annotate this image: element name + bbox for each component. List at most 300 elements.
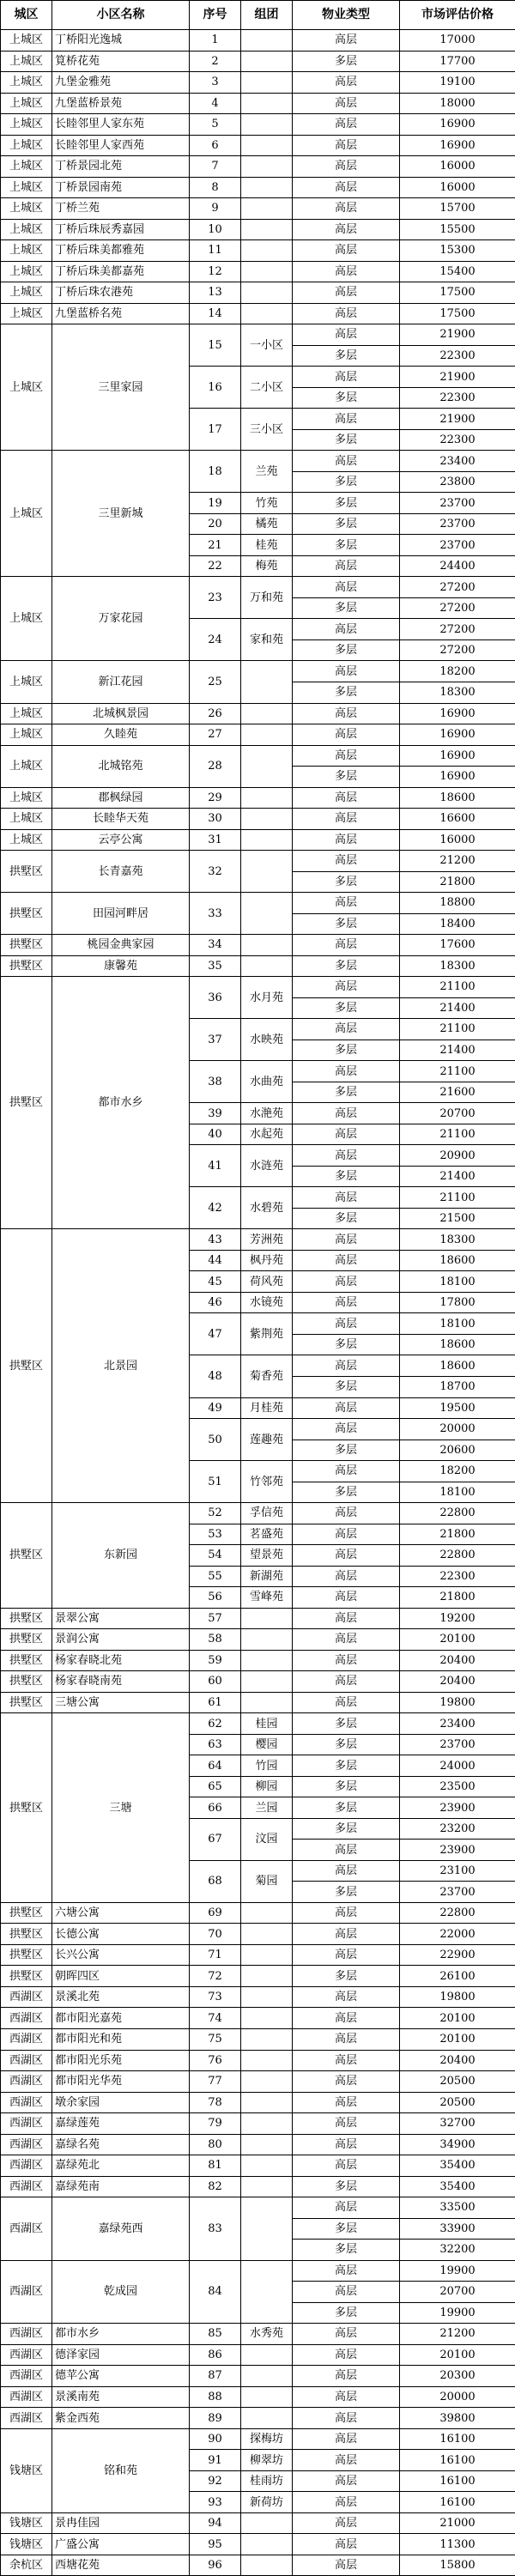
serial-number-cell: 75 — [190, 2028, 241, 2050]
property-type-cell: 高层 — [293, 2008, 400, 2029]
district-cell: 上城区 — [1, 261, 52, 282]
community-name-cell: 田园河畔居 — [52, 893, 190, 935]
serial-number-cell: 27 — [190, 724, 241, 746]
market-price-cell: 32200 — [400, 2240, 515, 2261]
serial-number-cell: 8 — [190, 177, 241, 198]
serial-number-cell: 49 — [190, 1397, 241, 1419]
cluster-cell: 樱园 — [241, 1734, 293, 1755]
community-name-cell: 杨家春晓南苑 — [52, 1671, 190, 1693]
property-type-cell: 高层 — [293, 303, 400, 324]
market-price-cell: 15700 — [400, 198, 515, 220]
cluster-cell: 望景苑 — [241, 1545, 293, 1567]
cluster-cell — [241, 72, 293, 94]
header-market-price: 市场评估价格 — [400, 1, 515, 30]
cluster-cell — [241, 809, 293, 830]
serial-number-cell: 69 — [190, 1902, 241, 1924]
property-type-cell: 高层 — [293, 1671, 400, 1693]
property-type-cell: 高层 — [293, 72, 400, 94]
serial-number-cell: 26 — [190, 703, 241, 724]
property-type-cell: 多层 — [293, 2302, 400, 2324]
market-price-cell: 21800 — [400, 871, 515, 893]
property-type-cell: 多层 — [293, 682, 400, 703]
district-cell: 拱墅区 — [1, 1692, 52, 1713]
table-row — [1, 303, 515, 324]
community-name-cell: 嘉绿名苑 — [52, 2134, 190, 2155]
market-price-cell: 17600 — [400, 935, 515, 956]
district-cell: 拱墅区 — [1, 1629, 52, 1651]
market-price-cell: 32700 — [400, 2113, 515, 2135]
district-cell: 拱墅区 — [1, 1229, 52, 1503]
market-price-cell: 15800 — [400, 2555, 515, 2576]
property-type-cell: 高层 — [293, 2113, 400, 2135]
cluster-cell: 三小区 — [241, 409, 293, 451]
property-type-cell: 高层 — [293, 1924, 400, 1945]
district-cell: 拱墅区 — [1, 1608, 52, 1629]
community-name-cell: 广盛公寓 — [52, 2534, 190, 2555]
market-price-cell: 21000 — [400, 2512, 515, 2534]
cluster-cell: 孚信苑 — [241, 1503, 293, 1524]
district-cell: 钱塘区 — [1, 2534, 52, 2555]
market-price-cell: 20700 — [400, 1103, 515, 1124]
cluster-cell — [241, 2028, 293, 2050]
market-price-cell: 15500 — [400, 219, 515, 240]
property-type-cell: 高层 — [293, 114, 400, 136]
cluster-cell — [241, 177, 293, 198]
market-price-cell: 21100 — [400, 1187, 515, 1209]
community-name-cell: 九堡蓝桥景苑 — [52, 93, 190, 114]
table-row — [1, 2008, 515, 2029]
property-type-cell: 高层 — [293, 745, 400, 767]
property-type-cell: 高层 — [293, 261, 400, 282]
property-type-cell: 高层 — [293, 977, 400, 998]
community-name-cell: 杨家春晓北苑 — [52, 1650, 190, 1671]
market-price-cell: 20100 — [400, 1629, 515, 1651]
table-row — [1, 2155, 515, 2177]
market-price-cell: 33500 — [400, 2197, 515, 2219]
market-price-cell: 39800 — [400, 2408, 515, 2429]
serial-number-cell: 37 — [190, 1019, 241, 1061]
property-type-cell: 高层 — [293, 1292, 400, 1313]
property-type-cell: 高层 — [293, 1355, 400, 1377]
district-cell: 西湖区 — [1, 2386, 52, 2408]
serial-number-cell: 74 — [190, 2008, 241, 2029]
cluster-cell — [241, 1944, 293, 1966]
market-price-cell: 21400 — [400, 1166, 515, 1187]
market-price-cell: 24000 — [400, 1755, 515, 1777]
serial-number-cell: 3 — [190, 72, 241, 94]
market-price-cell: 19800 — [400, 1692, 515, 1713]
property-type-cell: 高层 — [293, 2282, 400, 2303]
market-price-cell: 16100 — [400, 2492, 515, 2513]
serial-number-cell: 89 — [190, 2408, 241, 2429]
property-type-cell: 多层 — [293, 871, 400, 893]
property-type-cell: 高层 — [293, 851, 400, 872]
serial-number-cell: 14 — [190, 303, 241, 324]
table-row — [1, 1608, 515, 1629]
serial-number-cell: 13 — [190, 282, 241, 304]
cluster-cell — [241, 303, 293, 324]
cluster-cell — [241, 93, 293, 114]
community-name-cell: 三里新城 — [52, 451, 190, 577]
serial-number-cell: 29 — [190, 787, 241, 809]
serial-number-cell: 36 — [190, 977, 241, 1019]
property-type-cell: 高层 — [293, 1145, 400, 1167]
property-type-cell: 高层 — [293, 93, 400, 114]
property-type-cell: 高层 — [293, 935, 400, 956]
property-type-cell: 多层 — [293, 1082, 400, 1103]
district-cell: 西湖区 — [1, 2344, 52, 2366]
property-type-cell: 高层 — [293, 1503, 400, 1524]
table-row — [1, 2134, 515, 2155]
cluster-cell — [241, 2071, 293, 2093]
community-name-cell: 都市阳光嘉苑 — [52, 2008, 190, 2029]
market-price-cell: 22800 — [400, 1503, 515, 1524]
property-type-cell: 高层 — [293, 1124, 400, 1145]
market-price-cell: 16900 — [400, 135, 515, 156]
market-price-cell: 18100 — [400, 1482, 515, 1503]
market-price-cell: 23900 — [400, 1797, 515, 1819]
serial-number-cell: 31 — [190, 829, 241, 851]
property-type-cell: 高层 — [293, 219, 400, 240]
market-price-cell: 23700 — [400, 513, 515, 535]
serial-number-cell: 91 — [190, 2450, 241, 2471]
community-name-cell: 郡枫绿园 — [52, 787, 190, 809]
market-price-cell: 20100 — [400, 2028, 515, 2050]
cluster-cell: 水碧苑 — [241, 1187, 293, 1229]
market-price-cell: 16900 — [400, 114, 515, 136]
cluster-cell — [241, 2386, 293, 2408]
property-type-cell: 高层 — [293, 1461, 400, 1482]
community-name-cell: 桃园金典家园 — [52, 935, 190, 956]
property-type-cell: 高层 — [293, 703, 400, 724]
cluster-cell — [241, 2176, 293, 2197]
serial-number-cell: 68 — [190, 1860, 241, 1902]
market-price-cell: 18300 — [400, 955, 515, 977]
property-type-cell: 高层 — [293, 2071, 400, 2093]
community-name-cell: 长青嘉苑 — [52, 851, 190, 893]
serial-number-cell: 6 — [190, 135, 241, 156]
community-name-cell: 新江花园 — [52, 661, 190, 703]
district-cell: 上城区 — [1, 72, 52, 94]
cluster-cell — [241, 893, 293, 935]
district-cell: 上城区 — [1, 135, 52, 156]
property-type-cell: 高层 — [293, 2386, 400, 2408]
district-cell: 上城区 — [1, 177, 52, 198]
serial-number-cell: 48 — [190, 1355, 241, 1397]
serial-number-cell: 62 — [190, 1713, 241, 1735]
serial-number-cell: 81 — [190, 2155, 241, 2177]
property-type-cell: 高层 — [293, 156, 400, 178]
table-row — [1, 72, 515, 94]
market-price-cell: 16000 — [400, 829, 515, 851]
community-name-cell: 嘉绿苑南 — [52, 2176, 190, 2197]
serial-number-cell: 45 — [190, 1271, 241, 1293]
community-name-cell: 丁桥景园北苑 — [52, 156, 190, 178]
district-cell: 上城区 — [1, 93, 52, 114]
serial-number-cell: 42 — [190, 1187, 241, 1229]
serial-number-cell: 28 — [190, 745, 241, 787]
serial-number-cell: 33 — [190, 893, 241, 935]
serial-number-cell: 71 — [190, 1944, 241, 1966]
cluster-cell: 桂雨坊 — [241, 2470, 293, 2492]
cluster-cell — [241, 955, 293, 977]
community-name-cell: 三里家园 — [52, 324, 190, 451]
market-price-cell: 27200 — [400, 597, 515, 619]
property-type-cell: 高层 — [293, 177, 400, 198]
cluster-cell — [241, 2197, 293, 2261]
property-type-cell: 高层 — [293, 135, 400, 156]
district-cell: 拱墅区 — [1, 851, 52, 893]
property-type-cell: 高层 — [293, 1545, 400, 1567]
table-row — [1, 809, 515, 830]
market-price-cell: 22800 — [400, 1545, 515, 1567]
cluster-cell — [241, 2344, 293, 2366]
property-type-cell: 高层 — [293, 1566, 400, 1587]
table-row — [1, 1629, 515, 1651]
market-price-cell: 23500 — [400, 1776, 515, 1797]
property-type-cell: 高层 — [293, 2492, 400, 2513]
market-price-cell: 33900 — [400, 2218, 515, 2240]
district-cell: 上城区 — [1, 745, 52, 787]
table-row — [1, 2386, 515, 2408]
cluster-cell — [241, 935, 293, 956]
community-name-cell: 北城枫景园 — [52, 703, 190, 724]
district-cell: 余杭区 — [1, 2555, 52, 2576]
cluster-cell: 竹邻苑 — [241, 1461, 293, 1503]
property-type-cell: 多层 — [293, 51, 400, 72]
market-price-cell: 17700 — [400, 51, 515, 72]
community-name-cell: 嘉绿苑北 — [52, 2155, 190, 2177]
cluster-cell: 万和苑 — [241, 577, 293, 619]
cluster-cell — [241, 156, 293, 178]
property-type-cell: 高层 — [293, 282, 400, 304]
table-row — [1, 114, 515, 136]
serial-number-cell: 53 — [190, 1524, 241, 1545]
table-row — [1, 156, 515, 178]
table-row — [1, 2324, 515, 2345]
property-type-cell: 高层 — [293, 1061, 400, 1082]
header-row — [1, 1, 515, 30]
community-name-cell: 长兴公寓 — [52, 1944, 190, 1966]
property-type-cell: 高层 — [293, 1902, 400, 1924]
market-price-cell: 18100 — [400, 1271, 515, 1293]
cluster-cell: 水起苑 — [241, 1124, 293, 1145]
community-name-cell: 筧桥花苑 — [52, 51, 190, 72]
serial-number-cell: 80 — [190, 2134, 241, 2155]
serial-number-cell: 66 — [190, 1797, 241, 1819]
serial-number-cell: 58 — [190, 1629, 241, 1651]
cluster-cell — [241, 135, 293, 156]
table-row — [1, 2197, 515, 2219]
property-type-cell: 高层 — [293, 1397, 400, 1419]
property-type-cell: 高层 — [293, 2450, 400, 2471]
property-type-cell: 高层 — [293, 2134, 400, 2155]
market-price-cell: 17500 — [400, 303, 515, 324]
district-cell: 西湖区 — [1, 2176, 52, 2197]
serial-number-cell: 84 — [190, 2260, 241, 2324]
serial-number-cell: 63 — [190, 1734, 241, 1755]
cluster-cell — [241, 2092, 293, 2113]
serial-number-cell: 25 — [190, 661, 241, 703]
property-type-cell: 高层 — [293, 2534, 400, 2555]
table-row — [1, 829, 515, 851]
district-cell: 拱墅区 — [1, 893, 52, 935]
table-row — [1, 51, 515, 72]
community-name-cell: 德苹公寓 — [52, 2366, 190, 2387]
cluster-cell: 水曲苑 — [241, 1061, 293, 1103]
market-price-cell: 18000 — [400, 93, 515, 114]
market-price-cell: 23400 — [400, 451, 515, 472]
market-price-cell: 20500 — [400, 2092, 515, 2113]
table-row — [1, 240, 515, 262]
market-price-cell: 22300 — [400, 429, 515, 451]
cluster-cell: 柳园 — [241, 1776, 293, 1797]
market-price-cell: 23400 — [400, 1713, 515, 1735]
market-price-cell: 20400 — [400, 1650, 515, 1671]
community-name-cell: 丁桥景园南苑 — [52, 177, 190, 198]
property-type-cell: 高层 — [293, 2050, 400, 2071]
market-price-cell: 22900 — [400, 1944, 515, 1966]
table-row — [1, 2113, 515, 2135]
cluster-cell: 芳洲苑 — [241, 1229, 293, 1251]
property-type-cell: 高层 — [293, 1986, 400, 2008]
serial-number-cell: 16 — [190, 367, 241, 409]
cluster-cell: 紫荆苑 — [241, 1313, 293, 1355]
cluster-cell: 二小区 — [241, 367, 293, 409]
cluster-cell — [241, 1986, 293, 2008]
property-type-cell: 多层 — [293, 1482, 400, 1503]
community-name-cell: 景翠公寓 — [52, 1608, 190, 1629]
property-type-cell: 高层 — [293, 829, 400, 851]
table-row — [1, 2176, 515, 2197]
cluster-cell — [241, 1692, 293, 1713]
serial-number-cell: 39 — [190, 1103, 241, 1124]
market-price-cell: 21800 — [400, 1587, 515, 1609]
market-price-cell: 27200 — [400, 577, 515, 598]
district-cell: 拱墅区 — [1, 1671, 52, 1693]
cluster-cell — [241, 661, 293, 703]
market-price-cell: 19100 — [400, 72, 515, 94]
property-type-cell: 多层 — [293, 345, 400, 367]
property-type-cell: 高层 — [293, 724, 400, 746]
serial-number-cell: 55 — [190, 1566, 241, 1587]
district-cell: 上城区 — [1, 451, 52, 577]
property-type-cell: 高层 — [293, 2028, 400, 2050]
serial-number-cell: 21 — [190, 535, 241, 556]
community-name-cell: 丁桥后珠农港苑 — [52, 282, 190, 304]
cluster-cell: 桂园 — [241, 1713, 293, 1735]
table-row — [1, 93, 515, 114]
cluster-cell — [241, 2260, 293, 2324]
community-name-cell: 丁桥兰苑 — [52, 198, 190, 220]
serial-number-cell: 15 — [190, 324, 241, 367]
table-row — [1, 1650, 515, 1671]
property-type-cell: 高层 — [293, 1692, 400, 1713]
district-cell: 上城区 — [1, 30, 52, 52]
market-price-cell: 21200 — [400, 2324, 515, 2345]
district-cell: 上城区 — [1, 51, 52, 72]
property-type-cell: 多层 — [293, 2176, 400, 2197]
district-cell: 上城区 — [1, 303, 52, 324]
cluster-cell — [241, 1966, 293, 1987]
serial-number-cell: 65 — [190, 1776, 241, 1797]
market-price-cell: 21900 — [400, 409, 515, 430]
cluster-cell: 水镜苑 — [241, 1292, 293, 1313]
district-cell: 上城区 — [1, 724, 52, 746]
market-price-cell: 26100 — [400, 1966, 515, 1987]
district-cell: 西湖区 — [1, 2408, 52, 2429]
cluster-cell: 桂苑 — [241, 535, 293, 556]
property-type-cell: 多层 — [293, 1713, 400, 1735]
serial-number-cell: 30 — [190, 809, 241, 830]
market-price-cell: 16900 — [400, 724, 515, 746]
market-price-cell: 15300 — [400, 240, 515, 262]
district-cell: 上城区 — [1, 703, 52, 724]
community-name-cell: 德泽家园 — [52, 2344, 190, 2366]
cluster-cell — [241, 261, 293, 282]
district-cell: 西湖区 — [1, 2134, 52, 2155]
community-name-cell: 都市阳光和苑 — [52, 2028, 190, 2050]
property-type-cell: 高层 — [293, 2260, 400, 2282]
property-type-cell: 高层 — [293, 409, 400, 430]
serial-number-cell: 5 — [190, 114, 241, 136]
property-type-cell: 多层 — [293, 597, 400, 619]
district-cell: 拱墅区 — [1, 1713, 52, 1903]
district-cell: 拱墅区 — [1, 1944, 52, 1966]
table-row — [1, 2408, 515, 2429]
community-name-cell: 丁桥后珠辰秀嘉园 — [52, 219, 190, 240]
district-cell: 西湖区 — [1, 2092, 52, 2113]
property-type-cell: 多层 — [293, 1166, 400, 1187]
district-cell: 西湖区 — [1, 2197, 52, 2261]
serial-number-cell: 86 — [190, 2344, 241, 2366]
market-price-cell: 17800 — [400, 1292, 515, 1313]
property-type-cell: 高层 — [293, 577, 400, 598]
property-type-cell: 高层 — [293, 2366, 400, 2387]
property-type-cell: 高层 — [293, 2324, 400, 2345]
table-row — [1, 1503, 515, 1524]
cluster-cell — [241, 1902, 293, 1924]
serial-number-cell: 96 — [190, 2555, 241, 2576]
market-price-cell: 20000 — [400, 1419, 515, 1440]
community-name-cell: 景冉佳园 — [52, 2512, 190, 2534]
property-type-cell: 多层 — [293, 639, 400, 661]
table-row — [1, 282, 515, 304]
cluster-cell — [241, 1924, 293, 1945]
district-cell: 西湖区 — [1, 2324, 52, 2345]
table-row — [1, 1966, 515, 1987]
property-type-cell: 高层 — [293, 1587, 400, 1609]
cluster-cell — [241, 787, 293, 809]
serial-number-cell: 54 — [190, 1545, 241, 1567]
property-type-cell: 高层 — [293, 2512, 400, 2534]
property-type-cell: 高层 — [293, 619, 400, 640]
property-type-cell: 高层 — [293, 1271, 400, 1293]
table-row — [1, 198, 515, 220]
table-row — [1, 893, 515, 914]
market-price-cell: 20000 — [400, 2386, 515, 2408]
cluster-cell — [241, 2113, 293, 2135]
serial-number-cell: 57 — [190, 1608, 241, 1629]
table-row — [1, 935, 515, 956]
property-type-cell: 多层 — [293, 1776, 400, 1797]
community-name-cell: 墩余家园 — [52, 2092, 190, 2113]
community-name-cell: 三塘公寓 — [52, 1692, 190, 1713]
district-cell: 拱墅区 — [1, 935, 52, 956]
table-row — [1, 30, 515, 52]
district-cell: 西湖区 — [1, 2260, 52, 2324]
property-type-cell: 多层 — [293, 1797, 400, 1819]
